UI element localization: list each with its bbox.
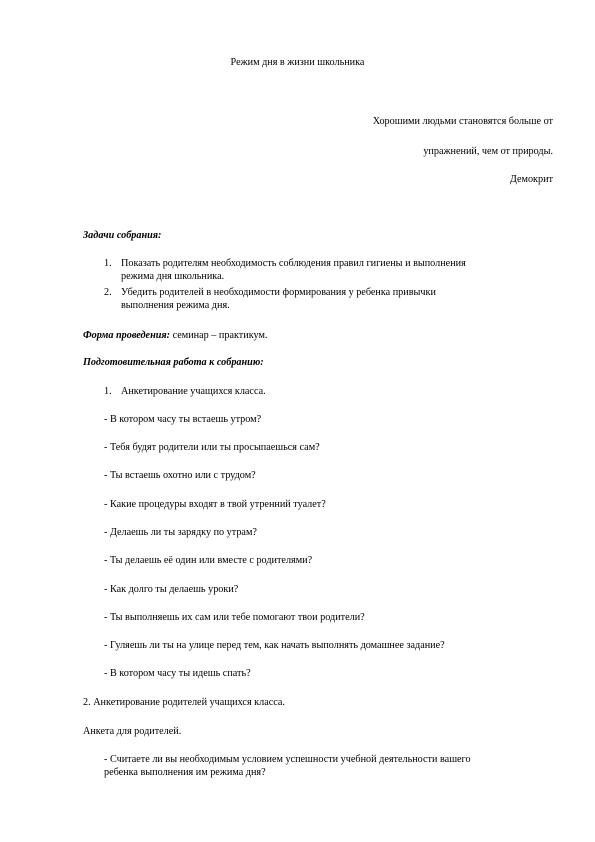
task-2-line-1: Убедить родителей в необходимости формирования у ребенка привычки bbox=[121, 287, 436, 298]
student-question: - Делаешь ли ты зарядку по утрам? bbox=[104, 527, 257, 538]
student-question: - Ты выполняешь их сам или тебе помогают твои родители? bbox=[104, 612, 365, 623]
prep-item-2: 2. Анкетирование родителей учащихся класса. bbox=[83, 697, 285, 708]
student-question: - В котором часу ты встаешь утром? bbox=[104, 414, 262, 425]
task-number-2: 2. bbox=[104, 287, 112, 298]
form-line bbox=[83, 329, 267, 342]
form-label: Форма проведения: bbox=[83, 330, 171, 341]
student-question: - Какие процедуры входят в твой утренний туалет? bbox=[104, 499, 326, 510]
student-question: - Гуляешь ли ты на улице перед тем, как начать выполнять домашнее задание? bbox=[104, 640, 445, 651]
prep-number-1: 1. bbox=[104, 386, 112, 397]
form-value: семинар – практикум. bbox=[170, 330, 268, 341]
parents-heading: Анкета для родителей. bbox=[83, 726, 182, 737]
task-2-line-2: выполнения режима дня. bbox=[121, 300, 230, 311]
student-question: - Тебя будят родители или ты просыпаешься сам? bbox=[104, 442, 320, 453]
parents-question-line-1: - Считаете ли вы необходимым условием успешности учебной деятельности вашего bbox=[104, 754, 471, 765]
task-1-line-2: режима дня школьника. bbox=[121, 271, 225, 282]
parents-question-line-2: ребенка выполнения им режима дня? bbox=[104, 767, 266, 778]
epigraph-author: Демокрит bbox=[509, 174, 553, 185]
task-1-line-1: Показать родителям необходимость соблюдения правил гигиены и выполнения bbox=[121, 258, 466, 269]
epigraph-line-1: Хорошими людьми становятся больше от bbox=[372, 116, 553, 127]
epigraph-line-2: упражнений, чем от природы. bbox=[423, 146, 553, 157]
tasks-heading: Задачи собрания: bbox=[83, 230, 162, 241]
student-question: - Ты встаешь охотно или с трудом? bbox=[104, 470, 256, 481]
student-question: - Как долго ты делаешь уроки? bbox=[104, 584, 239, 595]
prep-heading: Подготовительная работа к собранию: bbox=[83, 357, 264, 368]
student-question: - Ты делаешь её один или вместе с родителями? bbox=[104, 555, 313, 566]
page-title: Режим дня в жизни школьника bbox=[230, 57, 365, 68]
student-question: - В котором часу ты идешь спать? bbox=[104, 668, 251, 679]
task-number-1: 1. bbox=[104, 258, 112, 269]
prep-item-1: Анкетирование учащихся класса. bbox=[121, 386, 266, 397]
